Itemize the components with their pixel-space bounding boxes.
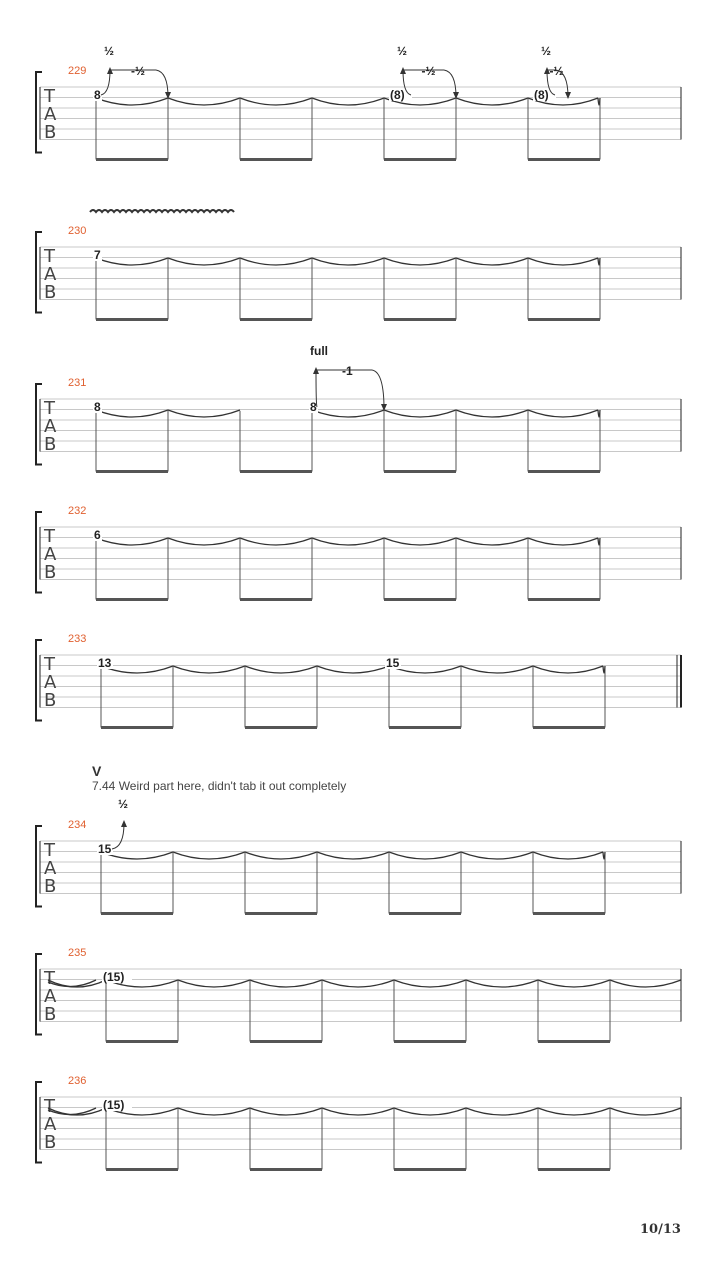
tie-arc	[250, 980, 322, 987]
tab-clef-letter: T	[44, 526, 55, 547]
bend-amount: full	[310, 344, 328, 358]
fret-number: 7	[94, 248, 101, 262]
tab-clef-letter: A	[44, 544, 57, 565]
fret-number: 13	[98, 656, 112, 670]
tie-arc	[178, 1108, 250, 1115]
tab-clef-letter: B	[44, 122, 57, 143]
tab-clef-letter: A	[44, 416, 57, 437]
bend-curve	[316, 370, 317, 407]
system-bracket	[36, 232, 42, 313]
vibrato-line	[90, 210, 234, 212]
tie-arc	[528, 258, 598, 265]
release-amount: -½	[421, 64, 436, 78]
tie-arc	[456, 410, 528, 417]
tie-arc	[603, 666, 605, 673]
page-number: 10/13	[640, 1222, 681, 1237]
tab-clef-letter: T	[44, 246, 55, 267]
fret-number: (8)	[390, 88, 405, 102]
tie-arc	[528, 410, 598, 417]
tie-arc	[461, 666, 533, 673]
tie-arc	[312, 258, 384, 265]
tie-arc	[533, 852, 603, 859]
release-amount: -½	[131, 64, 146, 78]
measure-number: 236	[68, 1075, 87, 1087]
tie-arc	[168, 538, 240, 545]
measure-number: 233	[68, 633, 87, 645]
measure-number: 229	[68, 65, 87, 77]
measure-number: 235	[68, 947, 87, 959]
tab-clef-letter: B	[44, 1004, 57, 1025]
fret-number: 8	[94, 88, 101, 102]
fret-number: (15)	[103, 1098, 125, 1112]
tie-arc	[96, 538, 168, 545]
system-bracket	[36, 640, 42, 721]
tie-arc	[312, 538, 384, 545]
fret-number: 15	[98, 842, 112, 856]
tie-arc	[394, 980, 466, 987]
tie-arc	[384, 258, 456, 265]
tie-arc	[173, 666, 245, 673]
system-bracket	[36, 384, 42, 465]
bend-amount: ½	[397, 44, 408, 58]
tie-arc	[394, 1108, 466, 1115]
release-curve	[372, 370, 384, 409]
tie-arc	[389, 852, 461, 859]
release-amount: -½	[549, 64, 564, 78]
tie-arc	[598, 258, 600, 265]
tab-clef-letter: A	[44, 986, 57, 1007]
tie-arc	[240, 258, 312, 265]
bend-arrowhead	[121, 820, 127, 827]
tie-arc	[96, 258, 168, 265]
tie-arc	[168, 258, 240, 265]
tie-arc	[322, 1108, 394, 1115]
tie-arc	[178, 980, 250, 987]
tie-arc	[538, 980, 610, 987]
tie-arc	[168, 98, 240, 105]
tab-clef-letter: A	[44, 104, 57, 125]
tab-clef-letter: B	[44, 876, 57, 897]
system-bracket	[36, 826, 42, 907]
tie-arc	[603, 852, 605, 859]
bend-amount: ½	[541, 44, 552, 58]
measure-number: 232	[68, 505, 87, 517]
tie-arc	[466, 980, 538, 987]
tab-clef-letter: A	[44, 672, 57, 693]
measure-number: 234	[68, 819, 87, 831]
fret-number: 8	[310, 400, 317, 414]
system-bracket	[36, 954, 42, 1035]
system-bracket	[36, 72, 42, 153]
tab-clef-letter: T	[44, 840, 55, 861]
tab-clef-letter: B	[44, 434, 57, 455]
tie-arc	[168, 410, 240, 417]
tie-arc	[173, 852, 245, 859]
system-bracket	[36, 512, 42, 593]
tie-arc	[533, 666, 603, 673]
tie-arc	[528, 538, 598, 545]
tie-arc	[240, 538, 312, 545]
fret-number: (15)	[103, 970, 125, 984]
tie-arc	[96, 98, 168, 105]
tie-arc	[317, 666, 389, 673]
section-marker: V	[92, 763, 102, 779]
tab-clef-letter: B	[44, 562, 57, 583]
tab-clef-letter: T	[44, 398, 55, 419]
tab-clef-letter: B	[44, 690, 57, 711]
fret-number: 8	[94, 400, 101, 414]
tie-arc	[456, 538, 528, 545]
tab-clef-letter: A	[44, 1114, 57, 1135]
bend-amount: ½	[118, 797, 129, 811]
tie-arc	[598, 98, 600, 105]
tie-arc	[312, 410, 384, 417]
fret-number: 15	[386, 656, 400, 670]
tie-arc	[250, 1108, 322, 1115]
system-bracket	[36, 1082, 42, 1163]
tie-arc	[456, 258, 528, 265]
tab-clef-letter: A	[44, 264, 57, 285]
tie-arc	[610, 980, 681, 987]
fret-number: (8)	[534, 88, 549, 102]
tie-arc	[240, 98, 312, 105]
tie-arc	[456, 98, 528, 105]
tab-clef-letter: A	[44, 858, 57, 879]
release-amount: -1	[342, 364, 353, 378]
tie-arc	[317, 852, 389, 859]
tie-arc	[245, 666, 317, 673]
tie-arc	[538, 1108, 610, 1115]
tie-arc	[245, 852, 317, 859]
tab-clef-letter: T	[44, 1096, 55, 1117]
tie-arc	[384, 410, 456, 417]
tie-arc	[96, 410, 168, 417]
tab-clef-letter: T	[44, 968, 55, 989]
tie-arc	[322, 980, 394, 987]
bend-amount: ½	[104, 44, 115, 58]
tie-arc	[461, 852, 533, 859]
tie-arc	[598, 538, 600, 545]
tie-arc	[610, 1108, 681, 1115]
tie-arc	[598, 410, 600, 417]
tie-arc	[384, 538, 456, 545]
tie-arc	[312, 98, 384, 105]
section-text: 7.44 Weird part here, didn't tab it out completely	[92, 779, 347, 793]
measure-number: 230	[68, 225, 87, 237]
tab-clef-letter: T	[44, 654, 55, 675]
measure-number: 231	[68, 377, 87, 389]
tab-clef-letter: B	[44, 282, 57, 303]
tie-arc	[466, 1108, 538, 1115]
tab-clef-letter: B	[44, 1132, 57, 1153]
tab-clef-letter: T	[44, 86, 55, 107]
fret-number: 6	[94, 528, 101, 542]
